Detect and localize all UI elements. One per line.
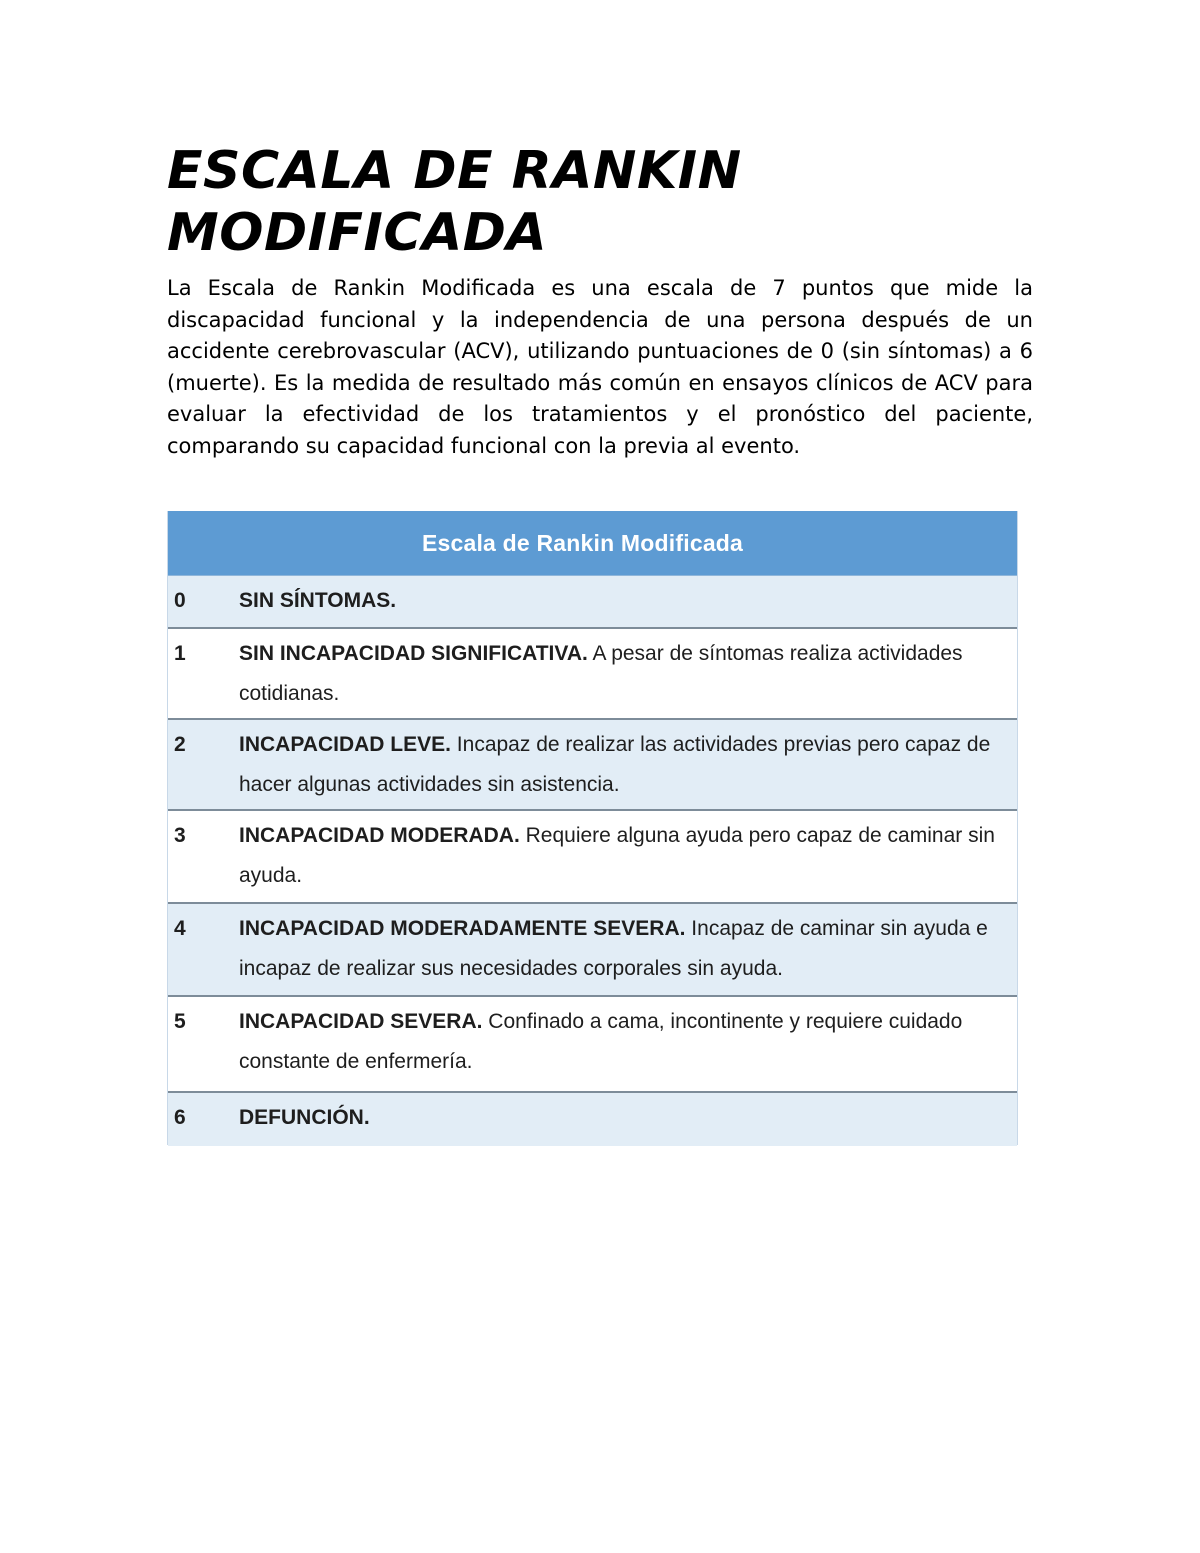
row-text: Incapaz de realizar las actividades previas pero capaz de hacer algunas actividades sin asistencia. — [239, 733, 991, 796]
row-score: 6 — [174, 1106, 186, 1129]
table-row — [168, 904, 1017, 997]
row-description — [239, 720, 1017, 805]
table-row — [168, 997, 1017, 1093]
row-label: SIN INCAPACIDAD SIGNIFICATIVA. — [239, 642, 588, 665]
row-score: 5 — [174, 1010, 186, 1033]
table-header — [168, 511, 1017, 576]
page-title: ESCALA DE RANKIN MODIFICADA — [167, 141, 742, 263]
row-label: INCAPACIDAD LEVE. — [239, 733, 451, 756]
rankin-scale-table — [167, 511, 1018, 1145]
row-text: Requiere alguna ayuda pero capaz de caminar sin ayuda. — [239, 824, 995, 887]
row-description — [239, 1093, 1017, 1138]
row-text: A pesar de síntomas realiza actividades cotidianas. — [239, 642, 963, 705]
table-row — [168, 811, 1017, 904]
row-score: 0 — [174, 589, 186, 612]
row-label: INCAPACIDAD SEVERA. — [239, 1010, 483, 1033]
row-label: INCAPACIDAD MODERADA. — [239, 824, 520, 847]
row-description — [239, 811, 1017, 896]
row-description — [239, 629, 1017, 714]
row-label: INCAPACIDAD MODERADAMENTE SEVERA. — [239, 917, 686, 940]
row-label: SIN SÍNTOMAS. — [239, 589, 397, 612]
row-score: 2 — [174, 733, 186, 756]
intro-paragraph: La Escala de Rankin Modificada es una escala de 7 puntos que mide la discapacidad funcional y la independencia de una persona después de un accidente cerebrovascular (ACV), utilizando puntuaciones de 0 (sin síntomas) a 6 (muerte). Es la medida de resultado más común en ensayos clínicos de ACV para evaluar la efectividad de los tratamientos y el pronóstico del paciente, comparando su capacidad funcional con la previa al evento. — [167, 276, 1033, 458]
table-row — [168, 1093, 1017, 1146]
table-header-title: Escala de Rankin Modificada — [421, 529, 744, 556]
table-row — [168, 629, 1017, 720]
row-text: Confinado a cama, incontinente y requiere cuidado constante de enfermería. — [239, 1010, 963, 1073]
row-label: DEFUNCIÓN. — [239, 1106, 370, 1129]
row-description — [239, 576, 1017, 621]
table-row — [168, 720, 1017, 811]
table-row — [168, 576, 1017, 629]
row-score: 1 — [174, 642, 186, 665]
row-text: Incapaz de caminar sin ayuda e incapaz de realizar sus necesidades corporales sin ayuda. — [239, 917, 988, 980]
row-description — [239, 997, 1017, 1082]
row-description — [239, 904, 1017, 989]
row-score: 4 — [174, 917, 186, 940]
row-score: 3 — [174, 824, 186, 847]
